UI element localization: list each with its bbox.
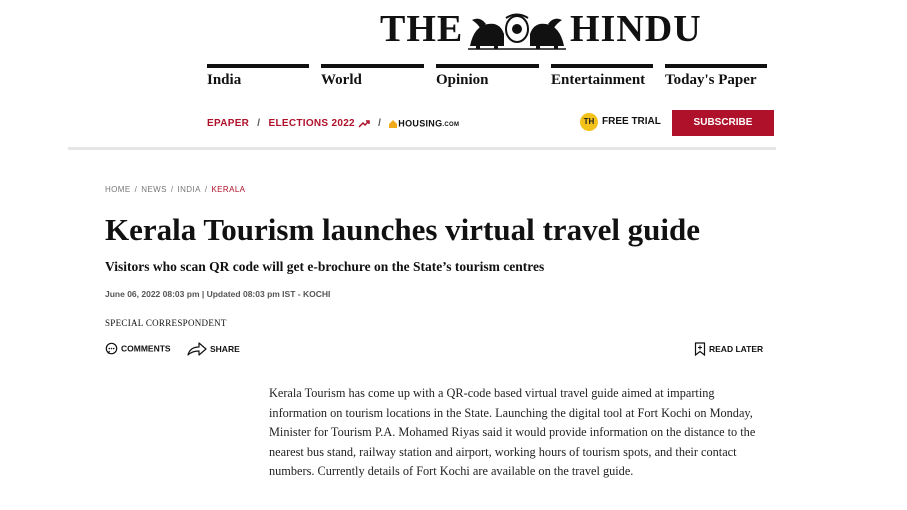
article-title: Kerala Tourism launches virtual travel guide [105,212,701,247]
epaper-link[interactable]: EPAPER [207,118,250,129]
article-body: Kerala Tourism has come up with a QR-code based virtual travel guide aimed at imparting information on tourism locations in the State. Launching the digital tool at Fort Kochi on Monday, Minister for Tourism P.A. Mohamed Riyas said it would provide information on the distance to the nearest bus stand, railway station and airport, working hours of tourism spots, and their contact numbers. Currently details of Fort Kochi are available on the travel guide. [269,386,756,478]
article-subtitle: Visitors who scan QR code will get e-brochure on the State’s tourism centres [105,259,545,274]
th-badge-icon: TH [580,113,598,131]
header-divider [68,147,776,150]
share-label: SHARE [210,344,240,354]
elections-2022-link[interactable]: ELECTIONS 2022 [268,118,355,129]
comment-icon [105,342,118,355]
share-button[interactable] [187,342,240,356]
comments-label: COMMENTS [121,343,171,354]
comments-button[interactable] [105,342,171,355]
housing-suffix: .COM [442,122,460,129]
nav-item-world[interactable]: World [321,64,424,94]
breadcrumb-home[interactable]: HOME [105,185,131,194]
sub-nav [207,118,459,129]
read-later-button[interactable] [694,342,763,356]
housing-link[interactable] [389,118,459,128]
breadcrumb-india[interactable]: INDIA [177,185,201,194]
sub-nav-separator: / [257,118,261,129]
logo-the[interactable]: THE [380,8,464,50]
housing-brand: HOUSING [398,118,443,129]
nav-item-india[interactable]: India [207,64,309,94]
logo-hindu[interactable]: HINDU [570,8,702,50]
bookmark-icon [694,342,706,356]
housing-logo-icon [389,120,397,128]
breadcrumb-separator: / [134,185,138,194]
breadcrumb-separator: / [204,185,208,194]
breadcrumb-news[interactable]: NEWS [141,185,167,194]
article-author[interactable]: SPECIAL CORRESPONDENT [105,318,227,328]
read-later-label: READ LATER [709,344,764,354]
breadcrumb-kerala[interactable]: KERALA [211,185,246,194]
nav-item-entertainment[interactable]: Entertainment [551,64,653,94]
article-dateline: June 06, 2022 08:03 pm | Updated 08:03 pm IST - KOCHI [105,289,331,299]
sub-nav-separator: / [378,118,382,129]
free-trial-label: FREE TRIAL [602,116,661,127]
trending-up-icon [358,119,370,129]
nav-item-todays-paper[interactable]: Today's Paper [665,64,767,94]
breadcrumb [105,185,245,194]
subscribe-button[interactable]: SUBSCRIBE [672,110,774,136]
masthead[interactable] [0,8,907,50]
hindu-emblem-icon [466,12,568,50]
nav-item-opinion[interactable]: Opinion [436,64,539,94]
share-icon [187,342,207,356]
breadcrumb-separator: / [170,185,174,194]
